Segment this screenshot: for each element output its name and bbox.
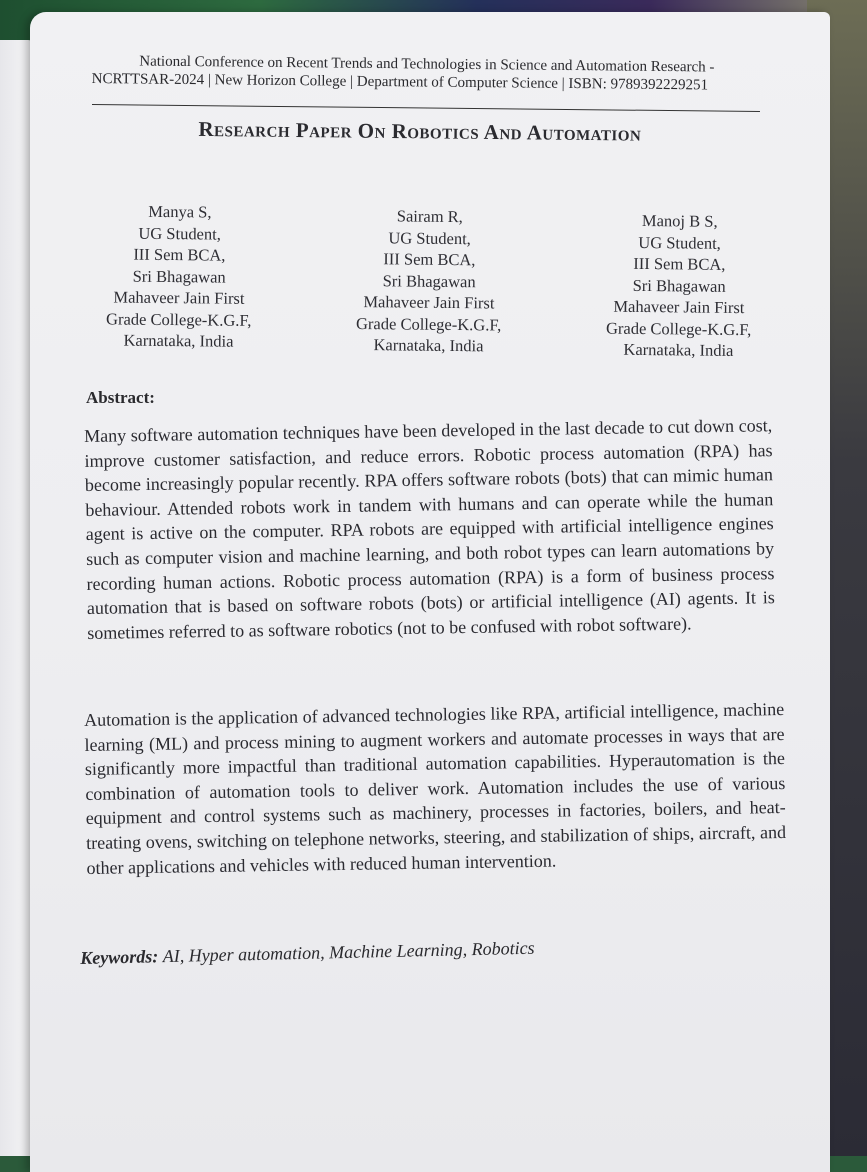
- author-college-3: Grade College-K.G.F,: [106, 308, 252, 330]
- author-college-3: Grade College-K.G.F,: [355, 313, 502, 335]
- author-name: Manoj B S,: [641, 210, 718, 231]
- author-1: [68, 200, 290, 353]
- abstract-paragraph-1: Many software automation techniques have been developed in the last decade to cut down cost, improve customer satisfaction, and reduce errors. Robotic process automation (RPA) has become increasingly popular recently. RPA offers software robots (bots) that can mimic human behaviour. Attended robots work in tandem with humans and can operate while the human agent is active on the computer. RPA robots are equipped with artificial intelligence engines such as computer vision and machine learning, and both robot types can learn automations by recording human actions. Robotic process automation (RPA) is a form of business process automation that is based on software robots (bots) or artificial intelligence (AI) agents. It is sometimes referred to as software robotics (not to be confused with robot software).: [84, 415, 775, 643]
- keywords-label: Keywords:: [80, 946, 159, 968]
- header-line-1: National Conference on Recent Trends and Technologies in Science and Automation Research -: [139, 53, 715, 76]
- author-college-3: Grade College-K.G.F,: [605, 318, 752, 339]
- author-college-2: Mahaveer Jain First: [613, 296, 745, 318]
- author-role: UG Student,: [638, 232, 721, 253]
- author-location: Karnataka, India: [373, 335, 484, 356]
- author-course: III Sem BCA,: [383, 249, 476, 270]
- author-college-2: Mahaveer Jain First: [113, 287, 245, 308]
- author-role: UG Student,: [138, 223, 222, 244]
- author-3: [568, 209, 790, 362]
- author-role: UG Student,: [388, 227, 471, 248]
- author-course: III Sem BCA,: [133, 244, 226, 265]
- author-2: [318, 205, 540, 358]
- author-block: [68, 200, 790, 368]
- author-location: Karnataka, India: [623, 339, 734, 360]
- keywords-values: AI, Hyper automation, Machine Learning, Robotics: [162, 937, 535, 967]
- paper-title: Research Paper On Robotics And Automation: [198, 116, 642, 146]
- abstract-heading: Abstract:: [86, 388, 155, 407]
- abstract-paragraph-2: Automation is the application of advanced technologies like RPA, artificial intelligence, machine learning (ML) and process mining to augment workers and automate processes in ways that are significantly more impactful than traditional automation capabilities. Hyperautomation is the combination of automation tools to deliver work. Automation includes the use of various equipment and control systems such as machinery, processes in factories, boilers, and heat-treating ovens, switching on telephone networks, steering, and stabilization of ships, aircraft, and other applications and vehicles with reduced human intervention.: [84, 699, 787, 878]
- author-name: Manya S,: [148, 201, 212, 222]
- author-college-1: Sri Bhagawan: [632, 275, 726, 296]
- author-name: Sairam R,: [396, 206, 463, 227]
- author-college-1: Sri Bhagawan: [382, 270, 476, 291]
- author-college-1: Sri Bhagawan: [132, 266, 226, 287]
- author-course: III Sem BCA,: [633, 253, 726, 274]
- author-college-2: Mahaveer Jain First: [363, 292, 495, 313]
- author-location: Karnataka, India: [123, 330, 234, 351]
- conference-header: [92, 52, 762, 95]
- header-line-2: NCRTTSAR-2024 | New Horizon College | Department of Computer Science | ISBN: 9789392229251: [91, 70, 709, 94]
